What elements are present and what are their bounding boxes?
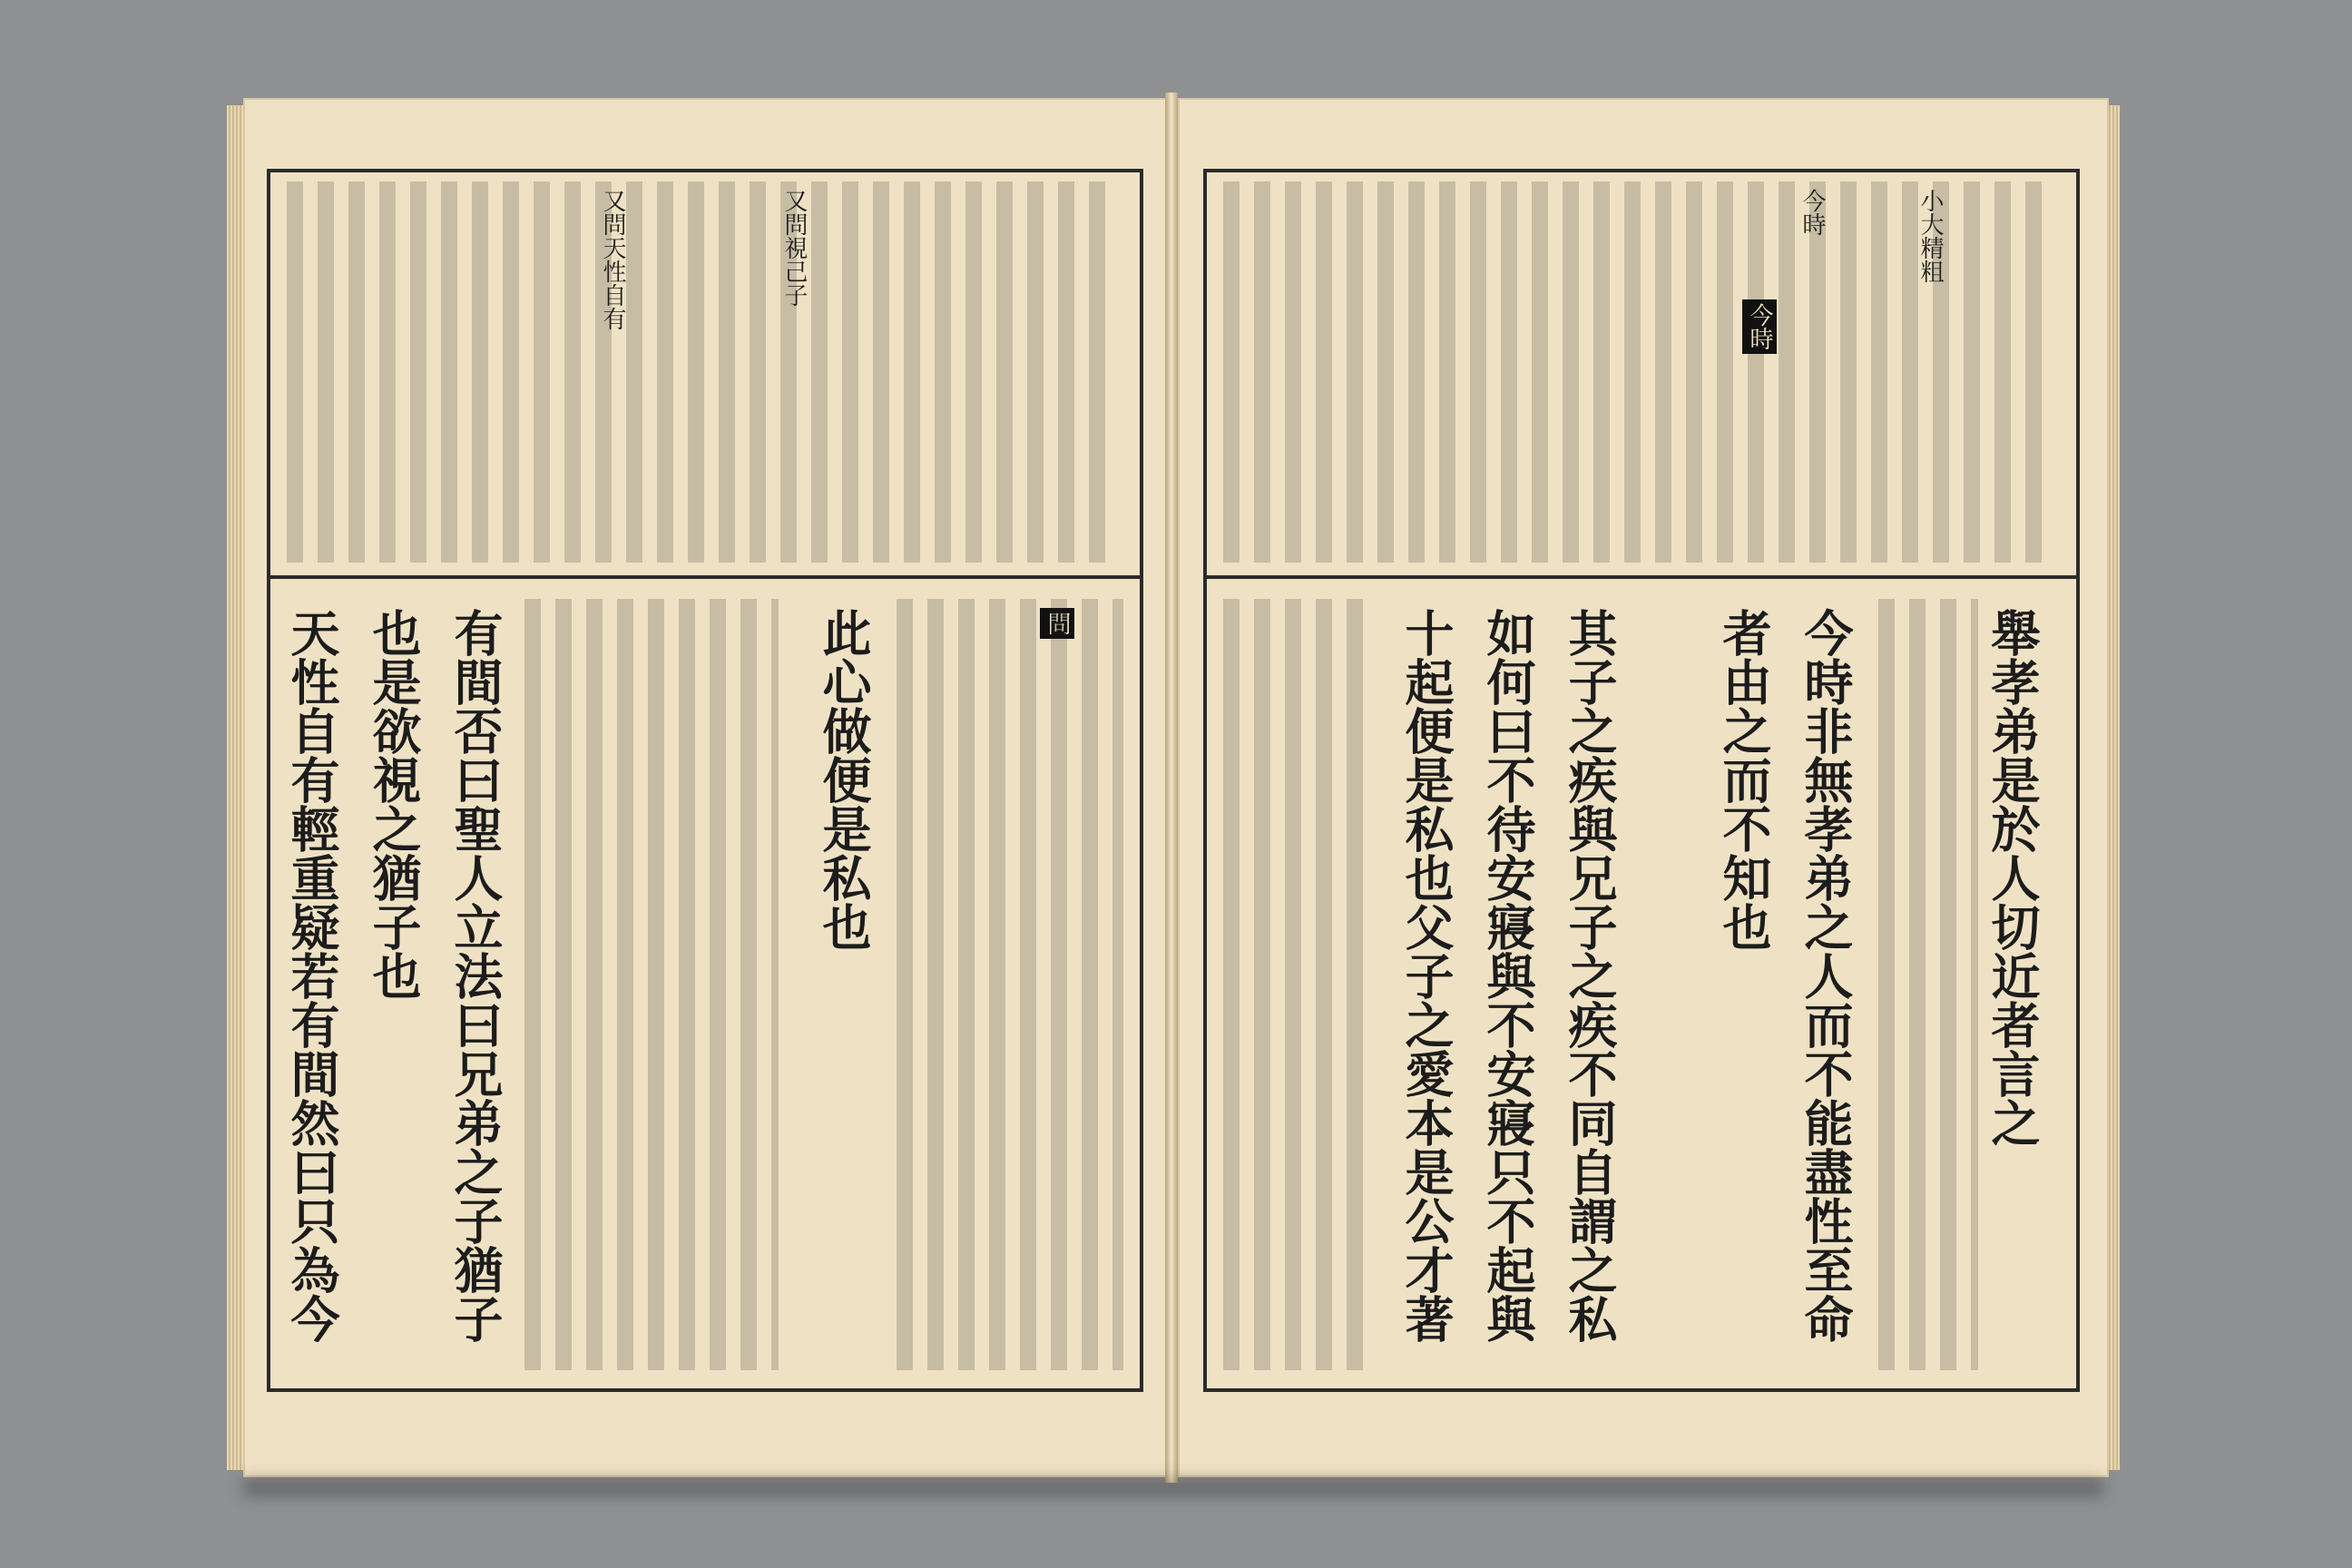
left-text-frame [267,169,1143,1392]
left-header-snippet: 又問天性自有 [599,189,626,330]
right-section-tag: 今時 [1742,299,1777,354]
book-spine-fold [1165,93,1178,1483]
right-header-snippet: 今時 [1798,189,1826,236]
left-main-column: 天性自有輕重疑若有間然曰只為今 [283,608,341,1343]
right-page [1172,98,2109,1477]
right-commentary-texture [1223,599,1377,1370]
right-main-column: 今時非無孝弟之人而不能盡性至命 [1797,608,1855,1343]
left-commentary-texture [897,599,1123,1370]
left-header-rule [270,575,1140,579]
right-main-column: 如何曰不待安寢與不安寢只不起與 [1479,608,1537,1343]
left-small-text-texture [524,599,779,1370]
left-section-tag: 問 [1040,608,1074,639]
left-header-snippet: 又問視己子 [780,189,808,307]
open-book [243,98,2103,1477]
left-annotation-texture [287,181,1112,563]
right-header-snippet: 小大精粗 [1916,189,1944,283]
book-shadow [243,1477,2103,1497]
right-main-column: 十起便是私也父子之愛本是公才著 [1397,608,1455,1343]
right-main-column: 者由之而不知也 [1715,608,1773,951]
right-main-column: 其子之疾與兄子之疾不同自謂之私 [1561,608,1619,1343]
right-small-text-texture [1878,599,1978,1370]
left-main-column: 此心做便是私也 [815,608,873,951]
right-text-frame [1203,169,2080,1392]
left-main-column: 也是欲視之猶子也 [365,608,423,1000]
right-header-rule [1207,575,2076,579]
left-main-column: 有間否曰聖人立法曰兄弟之子猶子 [446,608,505,1343]
right-main-column: 舉孝弟是於人切近者言之 [1984,608,2042,1147]
left-page [243,98,1172,1477]
